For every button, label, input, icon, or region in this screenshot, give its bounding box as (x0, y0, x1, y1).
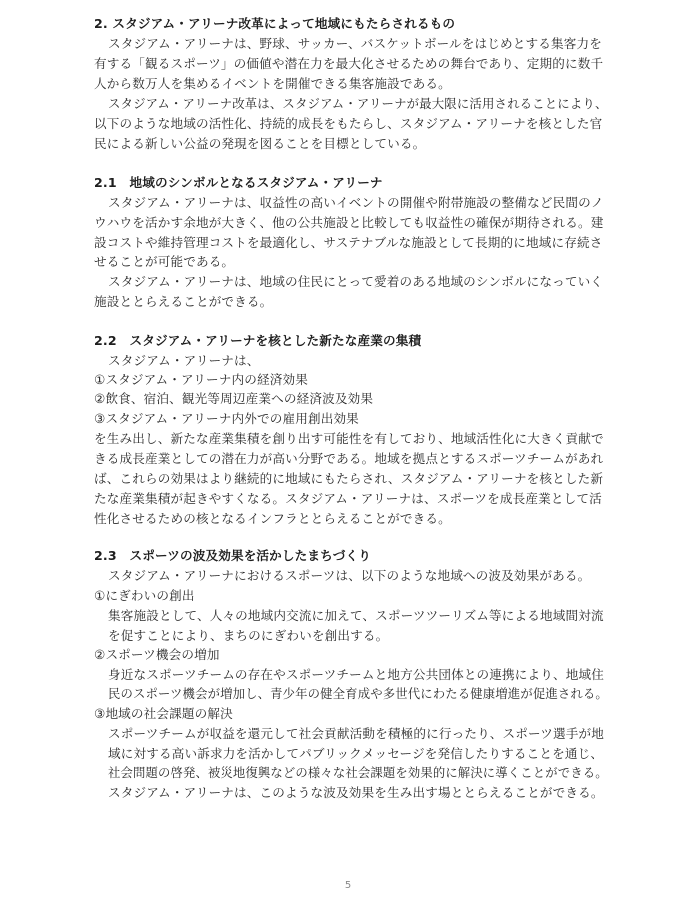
paragraph-line: スタジアム・アリーナは、地域の住民にとって愛着のある地域のシンボルになっていく (108, 274, 604, 289)
paragraph-line: ウハウを活かす余地が大きく、他の公共施設と比較しても収益性の確保が期待される。建 (94, 215, 604, 230)
paragraph-line: を生み出し、新たな産業集積を創り出す可能性を有しており、地域活性化に大きく貢献で (94, 431, 604, 446)
paragraph-line: スタジアム・アリーナは、収益性の高いイベントの開催や附帯施設の整備など民間のノ (108, 195, 604, 210)
list-item: ②スポーツ機会の増加 (94, 647, 220, 662)
list-item: ③スタジアム・アリーナ内外での雇用創出効果 (94, 411, 359, 426)
section-2-3-heading: 2.3 スポーツの波及効果を活かしたまちづくり (94, 548, 372, 563)
paragraph-line: スタジアム・アリーナ改革は、スタジアム・アリーナが最大限に活用されることにより、 (108, 96, 608, 111)
section-2-heading: 2. スタジアム・アリーナ改革によって地域にもたらされるもの (94, 16, 456, 31)
paragraph-line: スタジアム・アリーナは、野球、サッカー、バスケットボールをはじめとする集客力を (108, 36, 602, 51)
list-item: ①スタジアム・アリーナ内の経済効果 (94, 372, 308, 387)
page-number: 5 (344, 880, 352, 891)
paragraph-line: きる成長産業としての潜在力が高い分野である。地域を拠点とするスポーツチームがあれ (94, 451, 604, 466)
section-2-2-heading: 2.2 スタジアム・アリーナを核とした新たな産業の集積 (94, 333, 422, 348)
paragraph-line: 有する「観るスポーツ」の価値や潜在力を最大化させるための舞台であり、定期的に数千 (94, 56, 604, 71)
paragraph-line: スタジアム・アリーナは、このような波及効果を生み出す場ととらえることができる。 (108, 785, 604, 800)
paragraph-line: スタジアム・アリーナは、 (108, 353, 260, 368)
list-item: ③地域の社会課題の解決 (94, 706, 233, 721)
paragraph-line: 以下のような地域の活性化、持続的成長をもたらし、スタジアム・アリーナを核とした官 (94, 116, 603, 131)
paragraph-line: 民による新しい公益の発現を図ることを目標としている。 (94, 136, 426, 151)
paragraph-line: を促すことにより、まちのにぎわいを創出する。 (108, 628, 389, 643)
paragraph-line: ば、これらの効果はより継続的に地域にもたらされ、スタジアム・アリーナを核とした新 (94, 471, 604, 486)
paragraph-line: 域に対する高い訴求力を活かしてパブリックメッセージを発信したりすることを通じ、 (108, 746, 604, 761)
paragraph-line: 身近なスポーツチームの存在やスポーツチームと地方公共団体との連携により、地域住 (108, 667, 604, 682)
paragraph-line: 施設ととらえることができる。 (94, 294, 273, 309)
list-item: ②飲食、宿泊、観光等周辺産業への経済波及効果 (94, 391, 374, 406)
paragraph-line: 集客施設として、人々の地域内交流に加えて、スポーツツーリズム等による地域間対流 (108, 608, 604, 623)
paragraph-line: 社会問題の啓発、被災地復興などの様々な社会課題を効果的に解決に導くことができる。 (108, 766, 608, 780)
paragraph-line: たな産業集積が起きやすくなる。スタジアム・アリーナは、スポーツを成長産業として活 (94, 491, 602, 506)
paragraph-line: スタジアム・アリーナにおけるスポーツは、以下のような地域への波及効果がある。 (108, 568, 591, 583)
paragraph-line: 人から数万人を集めるイベントを開催できる集客施設である。 (94, 76, 451, 91)
paragraph-line: 設コストや維持管理コストを最適化し、サステナブルな施設として長期的に地域に存続さ (94, 235, 603, 250)
paragraph-line: スポーツチームが収益を還元して社会貢献活動を積極的に行ったり、スポーツ選手が地 (108, 726, 604, 741)
paragraph-line: 性化させるための核となるインフラととらえることができる。 (94, 511, 451, 526)
paragraph-line: せることが可能である。 (94, 254, 235, 269)
paragraph-line: 民のスポーツ機会が増加し、青少年の健全育成や多世代にわたる健康増進が促進される。 (108, 687, 608, 701)
section-2-1-heading: 2.1 地域のシンボルとなるスタジアム・アリーナ (94, 175, 383, 190)
list-item: ①にぎわいの創出 (94, 588, 195, 603)
